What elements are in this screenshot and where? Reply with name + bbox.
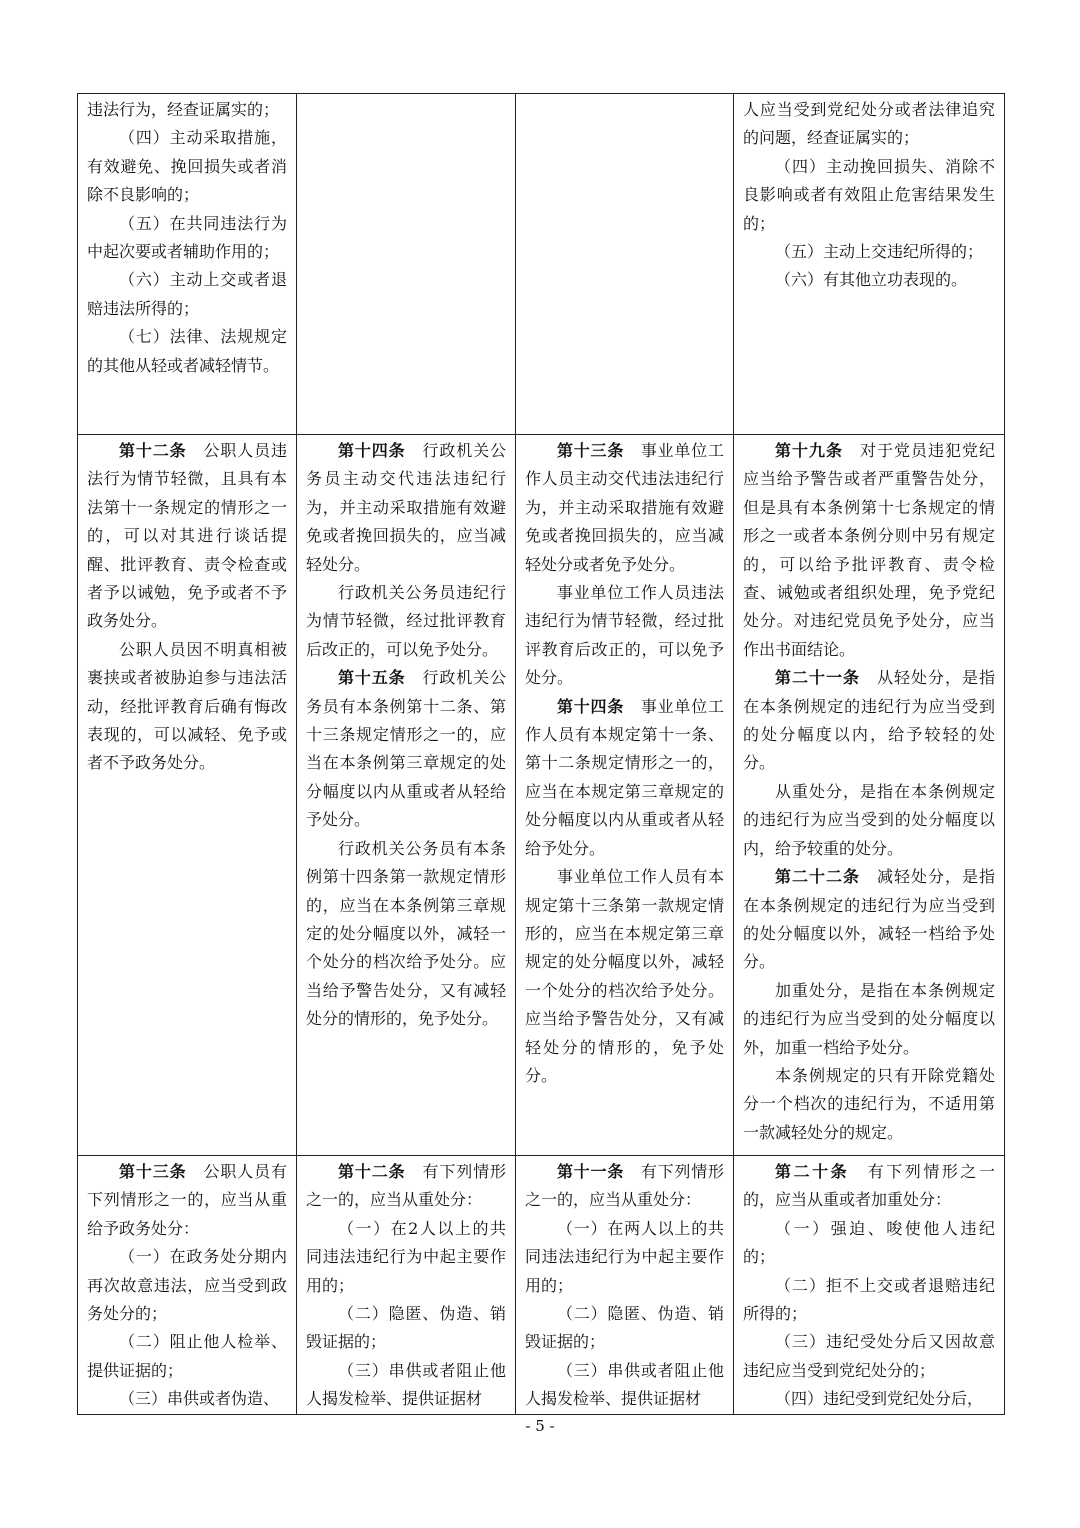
table-cell: [78, 435, 297, 1156]
article-paragraph: [525, 437, 724, 579]
paragraph: 从重处分，是指在本条例规定的违纪行为应当受到的处分幅度以内，给予较重的处分。: [743, 781, 995, 858]
article-text: 有下列情形之一的，应当从重或者加重处分：: [743, 1162, 995, 1210]
article-paragraph: [743, 1158, 995, 1215]
table-cell: [734, 435, 1005, 1156]
paragraph: （二）拒不上交或者退赔违纪所得的；: [743, 1275, 995, 1324]
paragraph: （三）串供或者伪造、: [119, 1389, 280, 1409]
paragraph: （五）在共同违法行为中起次要或者辅助作用的；: [87, 213, 287, 262]
article-heading: 第二十一条: [775, 668, 860, 688]
table-cell: [516, 1156, 734, 1415]
article-heading: 第十二条: [119, 441, 187, 460]
article-text: 公职人员违法行为情节轻微，且具有本法第十一条规定的情形之一的，可以对其进行谈话提醒、批评教育、责令检查或者予以诫勉，免予或者不予政务处分。: [87, 441, 287, 631]
paragraph: （一）在两人以上的共同违法违纪行为中起主要作用的；: [525, 1218, 724, 1295]
paragraph: （三）串供或者阻止他人揭发检举、提供证据材: [306, 1360, 506, 1409]
paragraph: （一）在政务处分期内再次故意违法，应当受到政务处分的；: [87, 1247, 287, 1324]
paragraph: 事业单位工作人员违法违纪行为情节轻微，经过批评教育后改正的，可以免予处分。: [525, 583, 724, 688]
article-heading: 第十三条: [119, 1162, 187, 1181]
table-cell: [297, 435, 516, 1156]
table-row: [78, 94, 1005, 435]
paragraph: 事业单位工作人员有本规定第十三条第一款规定情形的，应当在本规定第三章规定的处分幅度以外，减轻一个处分的档次给予处分。应当给予警告处分，又有减轻处分的情形的，免予处分。: [525, 867, 724, 1085]
table-cell: [516, 435, 734, 1156]
article-text: 行政机关公务员有本条例第十二条、第十三条规定情形之一的，应当在本条例第三章规定的处分幅度以内从重或者从轻给予处分。: [306, 668, 506, 830]
paragraph: （五）主动上交违纪所得的；: [775, 242, 984, 262]
article-paragraph: [306, 1158, 506, 1215]
article-paragraph: [306, 664, 506, 834]
table-cell: [734, 94, 1005, 435]
table-row: [78, 435, 1005, 1156]
paragraph: （四）违纪受到党纪处分后，: [775, 1389, 984, 1409]
paragraph: （一）强迫、唆使他人违纪的；: [743, 1218, 995, 1267]
paragraph: （六）主动上交或者退赔违法所得的；: [87, 270, 287, 318]
comparison-table: [77, 93, 1005, 1415]
table-cell: [78, 94, 297, 435]
article-paragraph: [743, 664, 995, 778]
table-cell: [297, 1156, 516, 1415]
article-text: 事业单位工作人员主动交代违法违纪行为，并主动采取措施有效避免或者挽回损失的，应当减轻处分或者免予处分。: [525, 441, 724, 574]
article-heading: 第十四条: [338, 441, 406, 460]
article-heading: 第十二条: [338, 1162, 406, 1181]
paragraph: （二）隐匿、伪造、销毁证据的；: [306, 1304, 506, 1352]
paragraph: （二）隐匿、伪造、销毁证据的；: [525, 1304, 724, 1352]
article-text: 行政机关公务员主动交代违法违纪行为，并主动采取措施有效避免或者挽回损失的，应当减轻处分。: [306, 441, 506, 574]
paragraph: 行政机关公务员违纪行为情节轻微，经过批评教育后改正的，可以免予处分。: [306, 583, 506, 659]
article-text: 对于党员违犯党纪应当给予警告或者严重警告处分，但是具有本条例第十七条规定的情形之一或者本条例分则中另有规定的，可以给予批评教育、责令检查、诫勉或者组织处理，免予党纪处分。对违纪党员免予处分，应当作出书面结论。: [743, 441, 995, 659]
paragraph: （三）串供或者阻止他人揭发检举、提供证据材: [525, 1360, 724, 1409]
paragraph: （一）在2人以上的共同违法违纪行为中起主要作用的；: [306, 1218, 506, 1295]
paragraph: （七）法律、法规规定的其他从轻或者减轻情节。: [87, 327, 287, 375]
paragraph: 公职人员因不明真相被裹挟或者被胁迫参与违法活动，经批评教育后确有悔改表现的，可以减轻、免予或者不予政务处分。: [87, 639, 287, 773]
paragraph: （四）主动挽回损失、消除不良影响或者有效阻止危害结果发生的；: [743, 156, 995, 233]
article-heading: 第十五条: [338, 668, 406, 688]
article-paragraph: [525, 693, 724, 863]
article-heading: 第二十二条: [775, 867, 860, 887]
table-cell: [734, 1156, 1005, 1415]
paragraph: 行政机关公务员有本条例第十四条第一款规定情形的，应当在本条例第三章规定的处分幅度以外，减轻一个处分的档次给予处分。应当给予警告处分，又有减轻处分的情形的，免予处分。: [306, 838, 506, 1029]
article-paragraph: [743, 437, 995, 664]
paragraph: （四）主动采取措施，有效避免、挽回损失或者消除不良影响的；: [87, 128, 287, 205]
article-paragraph: [525, 1158, 724, 1215]
article-text: 减轻处分，是指在本条例规定的违纪行为应当受到的处分幅度以外，减轻一档给予处分。: [743, 867, 995, 972]
article-text: 有下列情形之一的，应当从重处分：: [525, 1162, 724, 1210]
article-paragraph: [743, 863, 995, 977]
paragraph: 违法行为，经查证属实的；: [87, 100, 280, 119]
table-cell-empty: [297, 94, 516, 435]
table-cell-empty: [516, 94, 734, 435]
table-row: [78, 1156, 1005, 1415]
article-heading: 第十一条: [557, 1162, 625, 1181]
article-paragraph: [87, 1158, 287, 1243]
paragraph: 加重处分，是指在本条例规定的违纪行为应当受到的处分幅度以外，加重一档给予处分。: [743, 980, 995, 1057]
paragraph: （六）有其他立功表现的。: [775, 270, 968, 290]
paragraph: （三）违纪受处分后又因故意违纪应当受到党纪处分的；: [743, 1332, 995, 1380]
table-cell: [78, 1156, 297, 1415]
page-number: - 5 -: [525, 1417, 555, 1435]
paragraph: （二）阻止他人检举、提供证据的；: [87, 1332, 287, 1380]
article-paragraph: [306, 437, 506, 579]
article-text: 有下列情形之一的，应当从重处分：: [306, 1162, 506, 1210]
article-text: 事业单位工作人员有本规定第十一条、第十二条规定情形之一的，应当在本规定第三章规定的处分幅度以内从重或者从轻给予处分。: [525, 696, 724, 858]
paragraph: 人应当受到党纪处分或者法律追究的问题，经查证属实的；: [743, 100, 995, 148]
article-heading: 第十三条: [557, 441, 625, 460]
article-heading: 第十四条: [557, 696, 625, 716]
article-text: 公职人员有下列情形之一的，应当从重给予政务处分：: [87, 1162, 287, 1238]
article-paragraph: [87, 437, 287, 636]
article-heading: 第十九条: [775, 441, 843, 460]
article-heading: 第二十条: [775, 1162, 850, 1181]
paragraph: 本条例规定的只有开除党籍处分一个档次的违纪行为，不适用第一款减轻处分的规定。: [743, 1065, 995, 1142]
article-text: 从轻处分，是指在本条例规定的违纪行为应当受到的处分幅度以内，给予较轻的处分。: [743, 668, 995, 773]
